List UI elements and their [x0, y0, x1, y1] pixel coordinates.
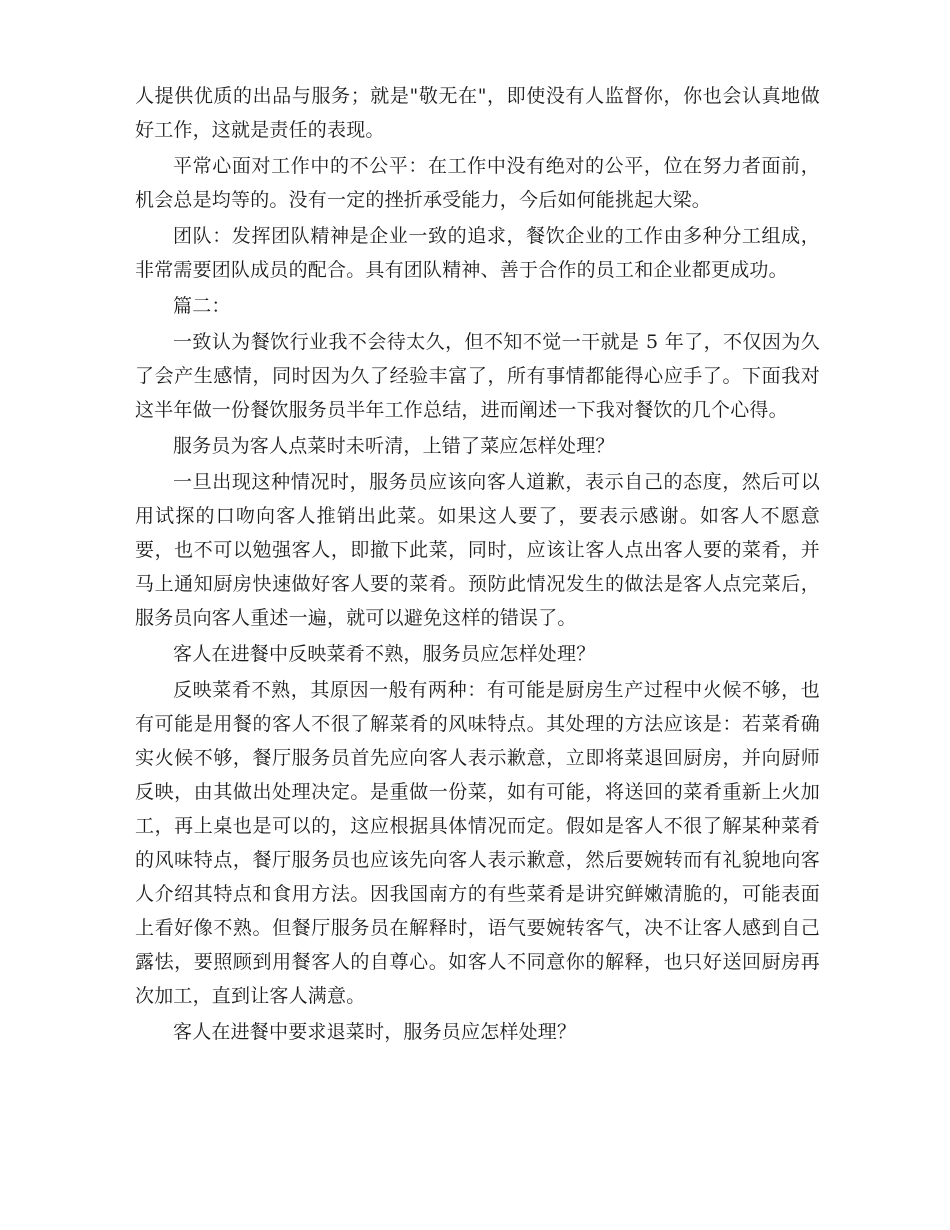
question-3: 客人在进餐中要求退菜时，服务员应怎样处理？ [173, 1021, 577, 1043]
section-heading: 篇二： [173, 295, 231, 317]
question-1: 服务员为客人点菜时未听清，上错了菜应怎样处理？ [173, 435, 615, 457]
paragraph-5: 一致认为餐饮行业我不会待太久，但不知不觉一干就是 5 年了，不仅因为久了会产生感情，同时因为久了经验丰富了，所有事情都能得心应手了。下面我对这半年做一份餐饮服务员半年工作总结，进而阐述一下我对餐饮的几个心得。 [135, 331, 820, 421]
paragraph-1: 人提供优质的出品与服务；就是"敬无在"，即使没有人监督你，你也会认真地做好工作，这就是责任的表现。 [135, 85, 820, 141]
document-body [135, 79, 820, 1051]
answer-2: 反映菜肴不熟，其原因一般有两种：有可能是厨房生产过程中火候不够，也有可能是用餐的客人不很了解菜肴的风味特点。其处理的方法应该是：若菜肴确实火候不够，餐厅服务员首先应向客人表示歉意，立即将菜退回厨房，并向厨师反映，由其做出处理决定。是重做一份菜，如有可能，将送回的菜肴重新上火加工，再上桌也是可以的，这应根据具体情况而定。假如是客人不很了解某种菜肴的风味特点，餐厅服务员也应该先向客人表示歉意，然后要婉转而有礼貌地向客人介绍其特点和食用方法。因我国南方的有些菜肴是讲究鲜嫩清脆的，可能表面上看好像不熟。但餐厅服务员在解释时，语气要婉转客气，决不让客人感到自己露怯，要照顾到用餐客人的自尊心。如客人不同意你的解释，也只好送回厨房再次加工，直到让客人满意。 [135, 679, 820, 1007]
paragraph-2: 平常心面对工作中的不公平：在工作中没有绝对的公平，位在努力者面前，机会总是均等的。没有一定的挫折承受能力，今后如何能挑起大梁。 [135, 155, 820, 211]
answer-1: 一旦出现这种情况时，服务员应该向客人道歉，表示自己的态度，然后可以用试探的口吻向客人推销出此菜。如果这人要了，要表示感谢。如客人不愿意要，也不可以勉强客人，即撤下此菜，同时，应该让客人点出客人要的菜肴，并马上通知厨房快速做好客人要的菜肴。预防此情况发生的做法是客人点完菜后，服务员向客人重述一遍，就可以避免这样的错误了。 [135, 471, 820, 629]
question-2: 客人在进餐中反映菜肴不熟，服务员应怎样处理？ [173, 643, 596, 665]
paragraph-3: 团队：发挥团队精神是企业一致的追求，餐饮企业的工作由多种分工组成，非常需要团队成员的配合。具有团队精神、善于合作的员工和企业都更成功。 [135, 225, 820, 281]
